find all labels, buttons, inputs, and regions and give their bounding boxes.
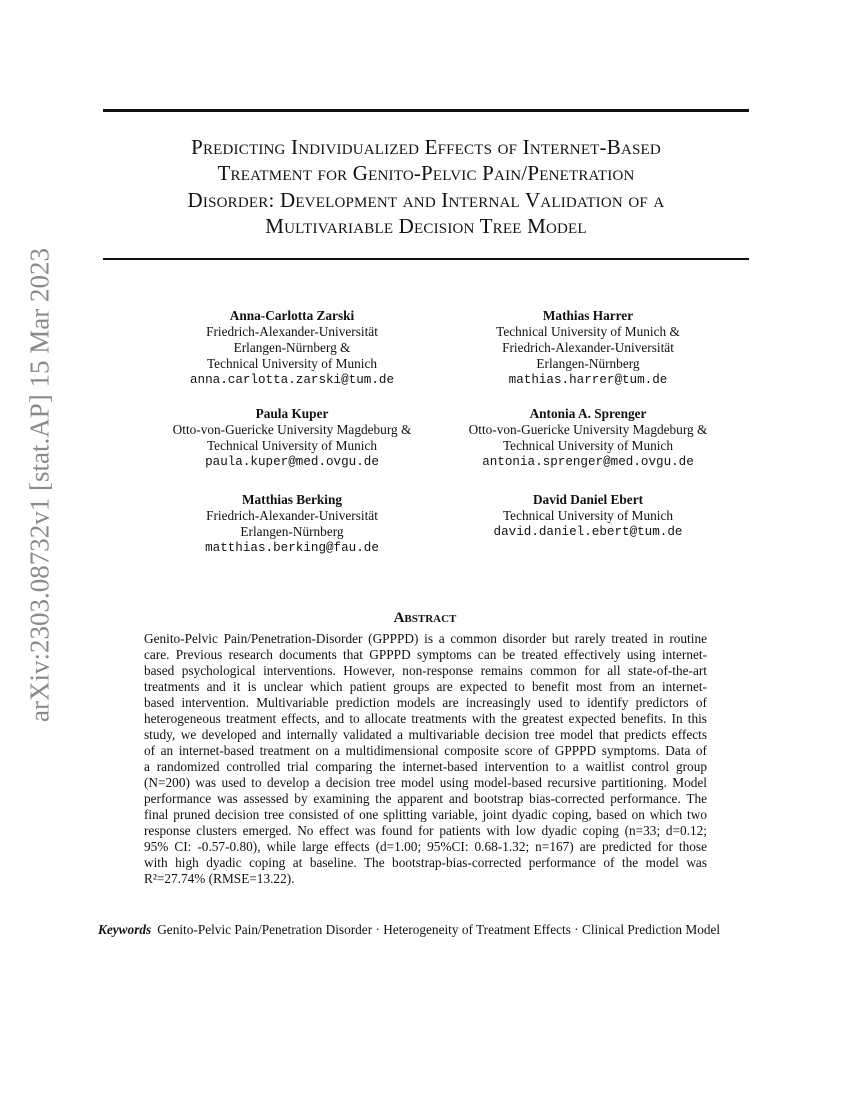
author-block	[438, 308, 738, 388]
keywords-text: Genito-Pelvic Pain/Penetration Disorder · Heterogeneity of Treatment Effects · Clinical Prediction Model	[157, 922, 721, 937]
author-email[interactable]: david.daniel.ebert@tum.de	[493, 525, 683, 539]
author-affiliation: Technical University of Munich	[502, 508, 674, 523]
author-block	[438, 492, 738, 540]
author-affiliation: Erlangen-Nürnberg &	[233, 340, 351, 355]
author-affiliation: Technical University of Munich	[206, 356, 378, 371]
author-name: Anna-Carlotta Zarski	[229, 308, 355, 323]
abstract-line: (N=200) was used to develop a decision tree model using model-based recursive partitioning. Model	[144, 775, 707, 790]
top-rule	[103, 109, 749, 112]
author-name: Paula Kuper	[255, 406, 329, 421]
author-affiliation: Friedrich-Alexander-Universität	[502, 340, 674, 355]
author-affiliation: Erlangen-Nürnberg	[240, 524, 344, 539]
author-name: Matthias Berking	[241, 492, 343, 507]
author-affiliation: Otto-von-Guericke University Magdeburg &	[172, 422, 412, 437]
abstract-line: treatments and it is unclear which patient groups are expected to benefit most from an internet-	[144, 679, 707, 694]
author-affiliation: Otto-von-Guericke University Magdeburg &	[468, 422, 708, 437]
abstract-heading: Abstract	[393, 610, 457, 626]
abstract-line: based psychological interventions. However, non-response remains common for all state-of-the-art	[144, 663, 707, 678]
keywords-label: Keywords	[98, 922, 152, 937]
author-name: Mathias Harrer	[542, 308, 634, 323]
author-block	[142, 308, 442, 388]
author-email[interactable]: mathias.harrer@tum.de	[508, 373, 668, 387]
author-block	[438, 406, 738, 470]
author-email[interactable]: anna.carlotta.zarski@tum.de	[189, 373, 395, 387]
abstract-line: R²=27.74% (RMSE=13.22).	[144, 871, 295, 886]
author-block	[142, 406, 442, 470]
abstract	[144, 631, 707, 887]
abstract-line: final pruned decision tree consisted of one splitting variable, joint dyadic coping, based on which two	[144, 807, 707, 822]
author-email[interactable]: matthias.berking@fau.de	[205, 541, 379, 555]
abstract-line: a randomized controlled trial comparing the internet-based intervention to a waitlist control group	[144, 759, 707, 774]
title-line: Disorder: Development and Internal Validation of a	[187, 187, 665, 212]
title-line: Treatment for Genito-Pelvic Pain/Penetration	[217, 161, 635, 186]
author-email[interactable]: paula.kuper@med.ovgu.de	[205, 455, 379, 469]
keywords	[98, 922, 720, 938]
title-line: Predicting Individualized Effects of Internet-Based	[191, 135, 661, 159]
abstract-line: with high dyadic coping at baseline. The bootstrap-bias-corrected performance of the model was	[144, 855, 707, 870]
abstract-line: Genito-Pelvic Pain/Penetration-Disorder (GPPPD) is a common disorder but rarely treated in routine	[144, 631, 707, 646]
arxiv-identifier: arXiv:2303.08732v1 [stat.AP] 15 Mar 2023	[24, 248, 55, 722]
author-affiliation: Technical University of Munich	[206, 438, 378, 453]
author-affiliation: Erlangen-Nürnberg	[536, 356, 640, 371]
bottom-rule	[103, 258, 749, 260]
author-affiliation: Friedrich-Alexander-Universität	[206, 508, 378, 523]
abstract-line: care. Previous research documents that GPPPD symptoms can be treated effectively using internet-	[144, 647, 707, 662]
abstract-line: of an internet-based treatment on a multidimensional composite score of GPPPD symptoms. Data of	[144, 743, 707, 758]
author-block	[142, 492, 442, 556]
abstract-line: based intervention. Multivariable prediction models are increasingly used to identify predictors of	[144, 695, 707, 710]
author-name: Antonia A. Sprenger	[529, 406, 647, 421]
title-line: Multivariable Decision Tree Model	[265, 213, 587, 238]
author-affiliation: Technical University of Munich	[502, 438, 674, 453]
abstract-line: study, we developed and internally validated a multivariable decision tree model that predicts effects	[144, 727, 707, 742]
author-name: David Daniel Ebert	[532, 492, 644, 507]
abstract-line: heterogeneous treatment effects, and to allocate treatments with the greatest expected benefits. In this	[144, 711, 707, 726]
abstract-line: performance was assessed by examining the apparent and bootstrap bias-corrected performance. The	[144, 791, 707, 806]
author-affiliation: Friedrich-Alexander-Universität	[206, 324, 378, 339]
paper-title	[90, 134, 762, 239]
abstract-line: response clusters emerged. No effect was found for patients with low dyadic coping (n=33; d=0.12;	[144, 823, 707, 838]
author-email[interactable]: antonia.sprenger@med.ovgu.de	[482, 455, 694, 469]
abstract-line: 95% CI: -0.57-0.80), while large effects (d=1.00; 95%CI: 0.68-1.32; n=167) are predicted for those	[144, 839, 707, 854]
author-affiliation: Technical University of Munich &	[496, 324, 680, 339]
